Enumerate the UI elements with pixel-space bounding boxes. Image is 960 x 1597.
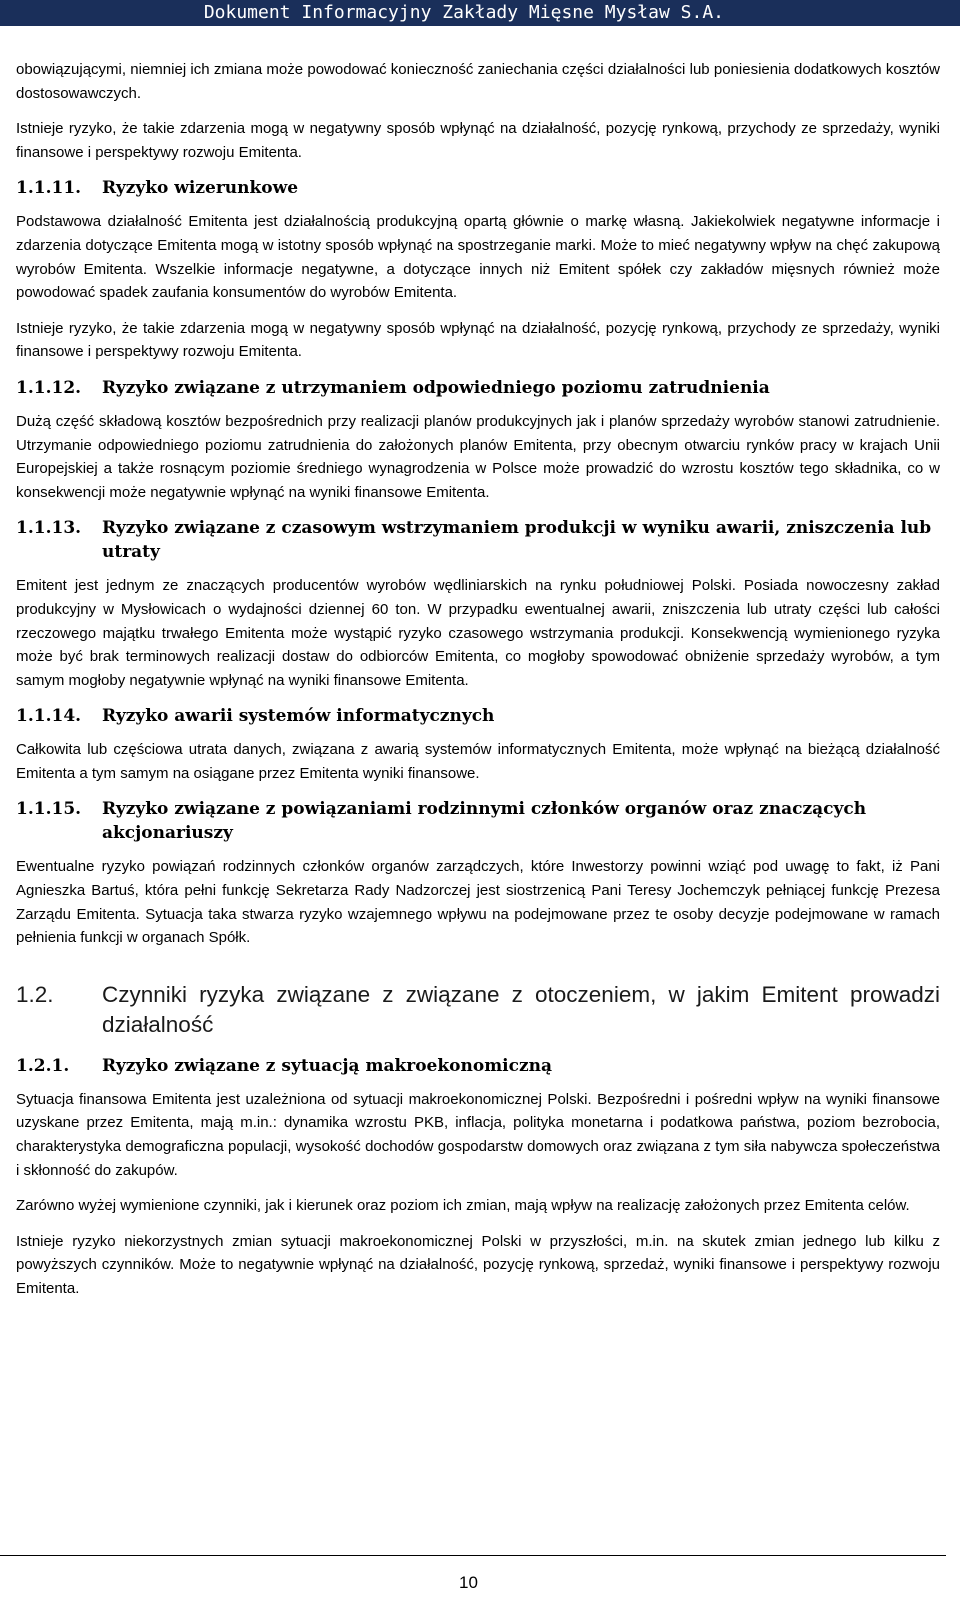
- paragraph: obowiązującymi, niemniej ich zmiana może powodować konieczność zaniechania części działalności lub poniesienia dodatkowych kosztów dostosowawczych.: [16, 61, 940, 102]
- footer-divider: [0, 1555, 946, 1556]
- paragraph: Ewentualne ryzyko powiązań rodzinnych członków organów zarządczych, które Inwestorzy powinni wziąć pod uwagę to fakt, iż Pani Agnieszka Bartuś, która pełni funkcję Sekretarza Rady Nadzorczej jest siostrzenicą Pani Teresy Jochemczyk pełniącej funkcję Prezesa Zarządu Emitenta. Sytuacja taka stwarza ryzyko wzajemnego wpływu na podejmowane przez te osoby decyzje podejmowane w ramach pełnienia funkcji w organach Spółk.: [16, 858, 940, 947]
- section-1-2-1: [16, 1054, 940, 1301]
- document-body: [16, 58, 940, 1313]
- section-heading: [16, 376, 940, 400]
- section-heading: [16, 176, 940, 200]
- section-number: 1.1.11.: [16, 178, 82, 199]
- section-number: 1.1.12.: [16, 377, 82, 398]
- paragraph: Sytuacja finansowa Emitenta jest uzależniona od sytuacji makroekonomicznej Polski. Bezpośredni i pośredni wpływ na wyniki finansowe uzyskane przez Emitenta, mają m.in.: dynamika wzrostu PKB, inflacja, polityka monetarna i podatkowa państwa, poziom bezrobocia, charakterystyka demograficzna populacji, wysokość dochodów gospodarstw domowych oraz związana z tym siła nabywcza społeczeństwa i skłonność do zakupów.: [16, 1090, 940, 1179]
- section-heading: [16, 704, 940, 728]
- paragraph: Całkowita lub częściowa utrata danych, związana z awarią systemów informatycznych Emitenta, może wpłynąć na bieżącą działalność Emitenta a tym samym na osiągane przez Emitenta wyniki finansowe.: [16, 741, 940, 782]
- section-1-1-12: [16, 376, 940, 504]
- paragraph: Zarówno wyżej wymienione czynniki, jak i kierunek oraz poziom ich zmian, mają wpływ na realizację założonych przez Emitenta celów.: [16, 1197, 910, 1215]
- section-heading: [16, 516, 940, 564]
- section-1-1-14: [16, 704, 940, 785]
- chapter-title: Czynniki ryzyka związane z związane z otoczeniem, w jakim Emitent prowadzi działalność: [102, 981, 940, 1037]
- section-title: Ryzyko związane z utrzymaniem odpowiedniego poziomu zatrudnienia: [102, 377, 770, 398]
- paragraph: Emitent jest jednym ze znaczących producentów wyrobów wędliniarskich na rynku południowej Polski. Posiada nowoczesny zakład produkcyjny w Mysłowicach o wydajności dziennej 60 ton. W przypadku ewentualnej awarii, zniszczenia lub utraty części lub całości rzeczowego majątku trwałego Emitenta może wystąpić ryzyko czasowego wstrzymania produkcji. Konsekwencją wymienionego ryzyka może być brak terminowych realizacji dostaw do odbiorców Emitenta, co mogłoby spowodować obniżenie sprzedaży wyrobów, a tym samym mogłoby negatywnie wpłynąć na wyniki finansowe Emitenta.: [16, 577, 940, 689]
- section-1-1-13: [16, 516, 940, 692]
- section-title: Ryzyko związane z powiązaniami rodzinnymi członków organów oraz znaczących akcjonariuszy: [102, 799, 867, 844]
- paragraph: Podstawowa działalność Emitenta jest działalnością produkcyjną opartą głównie o markę własną. Jakiekolwiek negatywne informacje i zdarzenia dotyczące Emitenta mogą w istotny sposób wpłynąć na spostrzeganie marki. Może to mieć negatywny wpływ na chęć zakupową wyrobów Emitenta. Wszelkie informacje negatywne, a dotyczące innych niż Emitent spółek czy zakładów mięsnych również może powodować spadek zaufania konsumentów do wyrobów Emitenta.: [16, 213, 940, 302]
- section-1-1-11: [16, 176, 940, 364]
- paragraph: Istnieje ryzyko, że takie zdarzenia mogą w negatywny sposób wpłynąć na działalność, pozycję rynkową, przychody ze sprzedaży, wyniki finansowe i perspektywy rozwoju Emitenta.: [16, 319, 940, 361]
- section-number: 1.1.14.: [16, 706, 82, 727]
- page-number: 10: [459, 1573, 478, 1592]
- chapter-heading-1-2: [16, 980, 940, 1040]
- page-header: [0, 0, 960, 26]
- paragraph: Istnieje ryzyko, że takie zdarzenia mogą w negatywny sposób wpłynąć na działalność, pozycję rynkową, przychody ze sprzedaży, wyniki finansowe i perspektywy rozwoju Emitenta.: [16, 120, 940, 161]
- section-number: 1.1.15.: [16, 799, 82, 820]
- section-1-1-15: [16, 797, 940, 949]
- chapter-number: 1.2.: [16, 981, 54, 1007]
- section-title: Ryzyko awarii systemów informatycznych: [102, 706, 495, 727]
- paragraph: Dużą część składową kosztów bezpośrednich przy realizacji planów produkcyjnych jak i planów sprzedaży wyrobów stanowi zatrudnienie. Utrzymanie odpowiedniego poziomu zatrudnienia do założonych planów Emitenta, przy obecnym otwarciu rynków pracy w krajach Unii Europejskiej a także rosnącym poziomie średniego wynagrodzenia w Polsce może prowadzić do wzrostu kosztów tego składnika, co w konsekwencji może negatywnie wpłynąć na wyniki finansowe Emitenta.: [16, 412, 940, 501]
- document-title: Dokument Informacyjny Zakłady Mięsne Mysław S.A.: [203, 2, 724, 23]
- section-title: Ryzyko związane z sytuacją makroekonomiczną: [102, 1055, 553, 1076]
- section-title: Ryzyko związane z czasowym wstrzymaniem produkcji w wyniku awarii, zniszczenia lub utraty: [102, 518, 932, 563]
- section-number: 1.1.13.: [16, 518, 82, 539]
- section-title: Ryzyko wizerunkowe: [102, 178, 299, 199]
- paragraph: Istnieje ryzyko niekorzystnych zmian sytuacji makroekonomicznej Polski w przyszłości, m.in. na skutek zmian jednego lub kilku z powyższych czynników. Może to negatywnie wpłynąć na działalność, pozycję rynkową, sprzedaż, wyniki finansowe i perspektywy rozwoju Emitenta.: [16, 1232, 940, 1297]
- section-heading: [16, 1054, 940, 1078]
- section-number: 1.2.1.: [16, 1055, 70, 1076]
- section-heading: [16, 797, 940, 845]
